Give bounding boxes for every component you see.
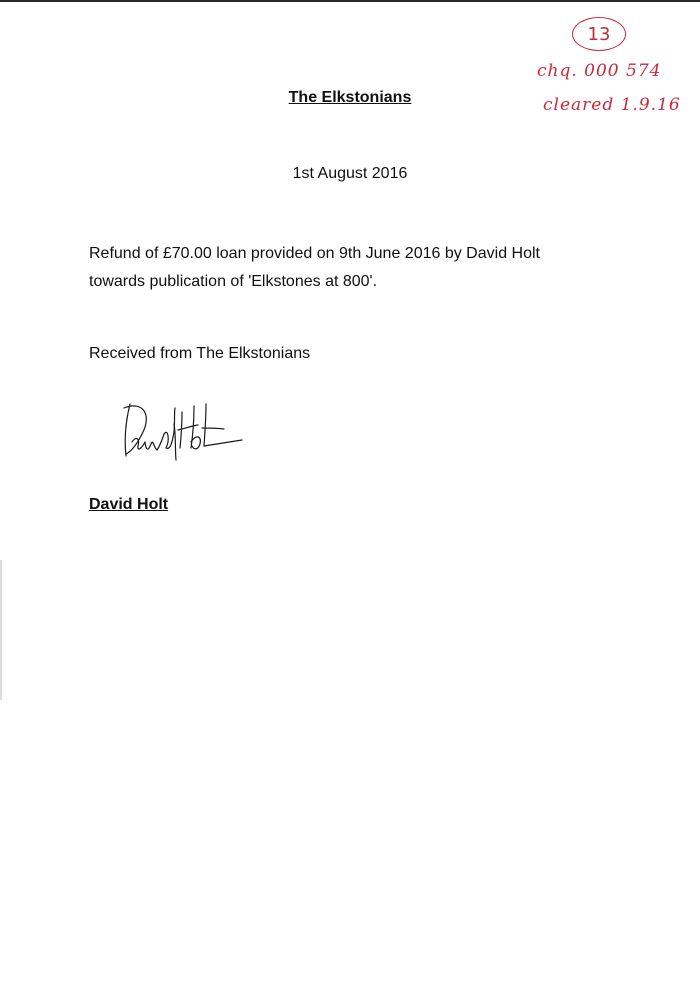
scan-shadow xyxy=(0,560,2,700)
cheque-annotation: chq. 000 574 xyxy=(537,61,662,81)
signatory-name: David Holt xyxy=(89,496,169,513)
document-title: The Elkstonians xyxy=(288,89,412,106)
received-line: Received from The Elkstonians xyxy=(89,345,311,362)
scan-edge-line xyxy=(0,0,700,2)
circled-page-number xyxy=(572,17,626,51)
handwritten-signature xyxy=(118,398,246,464)
circled-number-text: 13 xyxy=(587,23,611,45)
cleared-annotation: cleared 1.9.16 xyxy=(543,95,681,115)
document-date: 1st August 2016 xyxy=(292,165,408,182)
body-line: towards publication of 'Elkstones at 800'. xyxy=(89,273,378,290)
body-line: Refund of £70.00 loan provided on 9th June 2016 by David Holt xyxy=(89,245,540,262)
body-paragraph xyxy=(89,240,629,296)
